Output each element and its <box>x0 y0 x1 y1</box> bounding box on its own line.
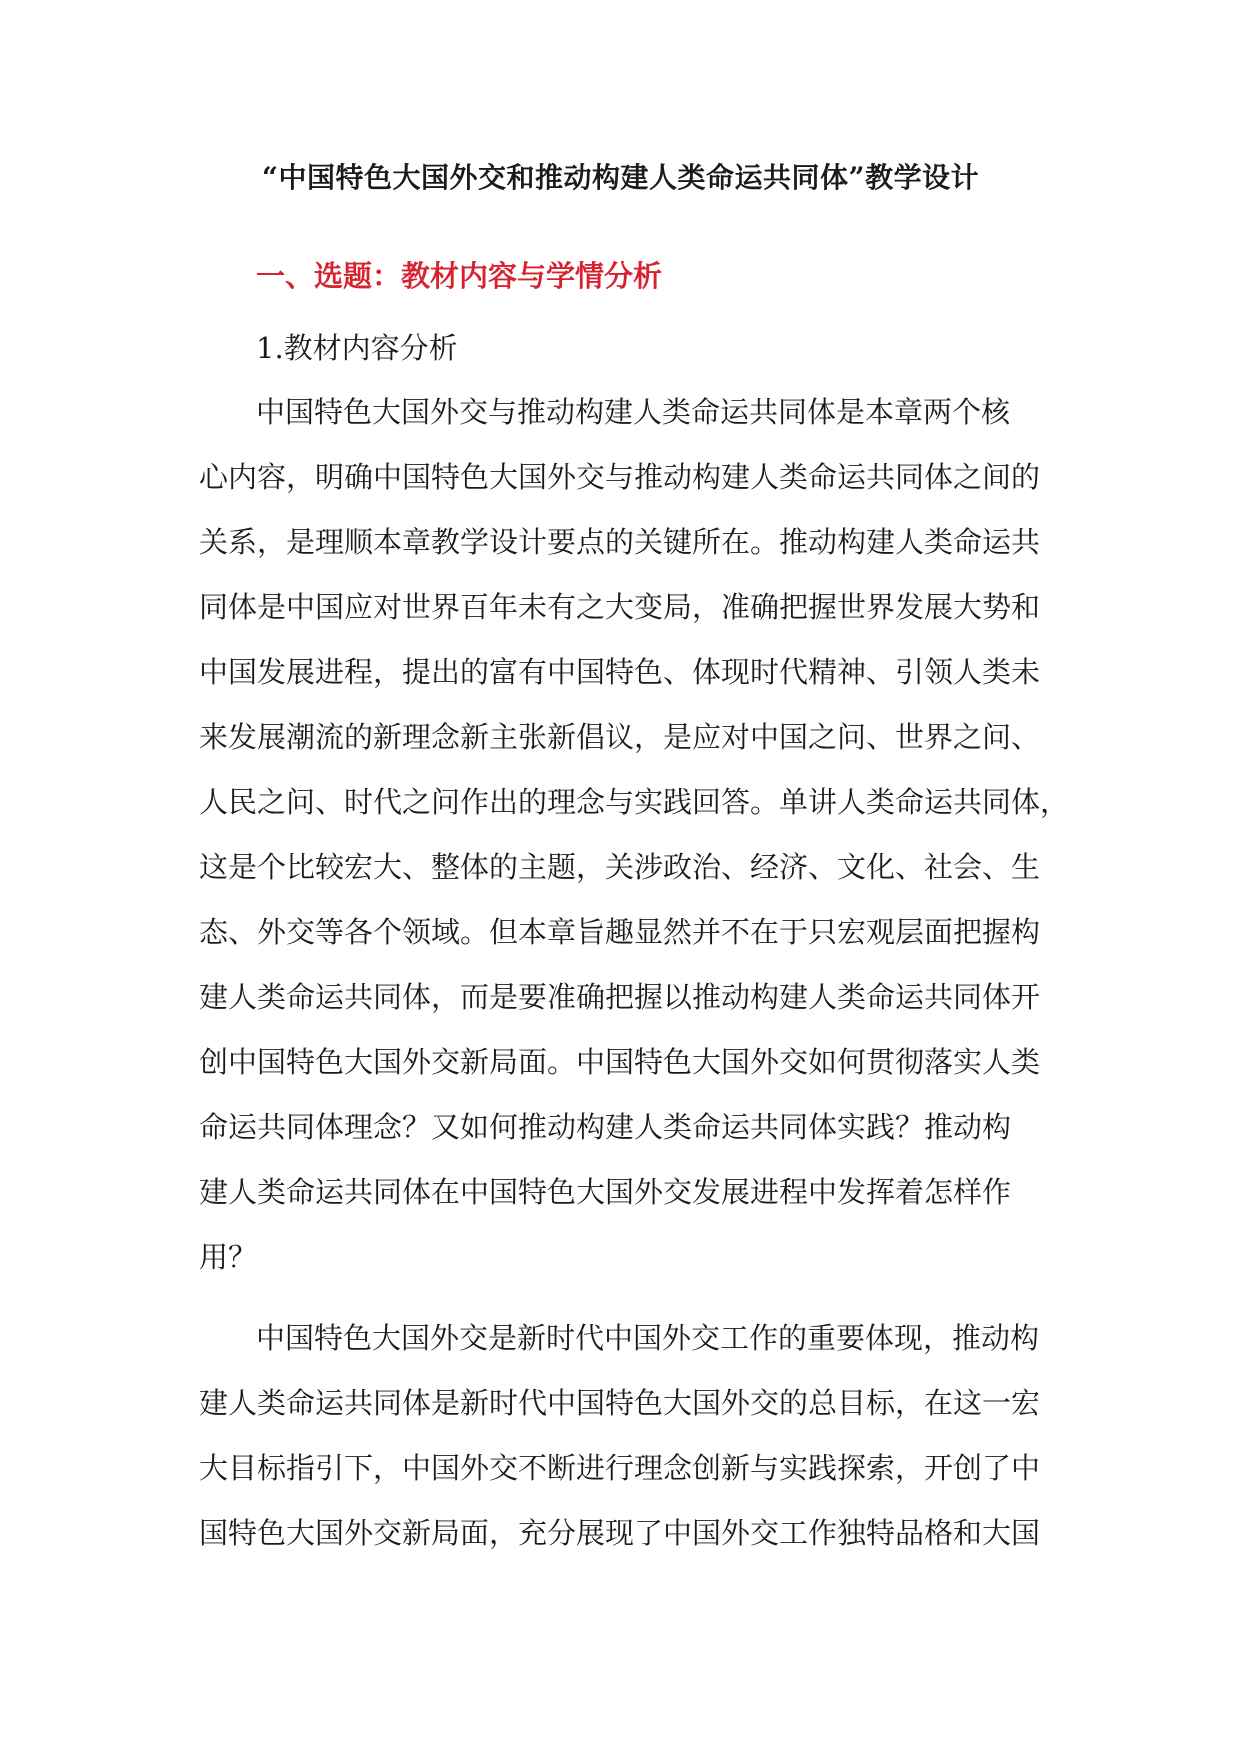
paragraph-line: 心内容，明确中国特色大国外交与推动构建人类命运共同体之间的 <box>199 460 1041 494</box>
paragraph-line: 国特色大国外交新局面，充分展现了中国外交工作独特品格和大国 <box>199 1516 1041 1550</box>
paragraph-line: 建人类命运共同体在中国特色大国外交发展进程中发挥着怎样作 <box>199 1175 1012 1209</box>
paragraph-line: 中国特色大国外交与推动构建人类命运共同体是本章两个核 <box>256 395 1011 429</box>
paragraph-line: 态、外交等各个领域。但本章旨趣显然并不在于只宏观层面把握构 <box>199 915 1041 949</box>
paragraph-line: 大目标指引下，中国外交不断进行理念创新与实践探索，开创了中 <box>199 1451 1041 1485</box>
paragraph-line: 人民之问、时代之问作出的理念与实践回答。单讲人类命运共同体， <box>199 785 1070 819</box>
paragraph-line: 来发展潮流的新理念新主张新倡议，是应对中国之问、世界之问、 <box>199 720 1041 754</box>
paragraph-line: 同体是中国应对世界百年未有之大变局，准确把握世界发展大势和 <box>199 590 1041 624</box>
paragraph-line: 命运共同体理念？又如何推动构建人类命运共同体实践？推动构 <box>199 1110 1012 1144</box>
document-title: “中国特色大国外交和推动构建人类命运共同体”教学设计 <box>261 161 980 194</box>
paragraph-line: 这是个比较宏大、整体的主题，关涉政治、经济、文化、社会、生 <box>199 850 1041 884</box>
section-heading: 一、选题：教材内容与学情分析 <box>256 259 663 293</box>
paragraph-line: 用？ <box>199 1240 258 1274</box>
sub-heading: 1.教材内容分析 <box>256 331 458 365</box>
paragraph-line: 关系，是理顺本章教学设计要点的关键所在。推动构建人类命运共 <box>199 525 1041 559</box>
paragraph-line: 中国特色大国外交是新时代中国外交工作的重要体现，推动构 <box>256 1321 1040 1355</box>
paragraph-line: 中国发展进程，提出的富有中国特色、体现时代精神、引领人类未 <box>199 655 1041 689</box>
paragraph-line: 创中国特色大国外交新局面。中国特色大国外交如何贯彻落实人类 <box>199 1045 1041 1079</box>
paragraph-line: 建人类命运共同体，而是要准确把握以推动构建人类命运共同体开 <box>199 980 1041 1014</box>
paragraph-line: 建人类命运共同体是新时代中国特色大国外交的总目标，在这一宏 <box>199 1386 1041 1420</box>
